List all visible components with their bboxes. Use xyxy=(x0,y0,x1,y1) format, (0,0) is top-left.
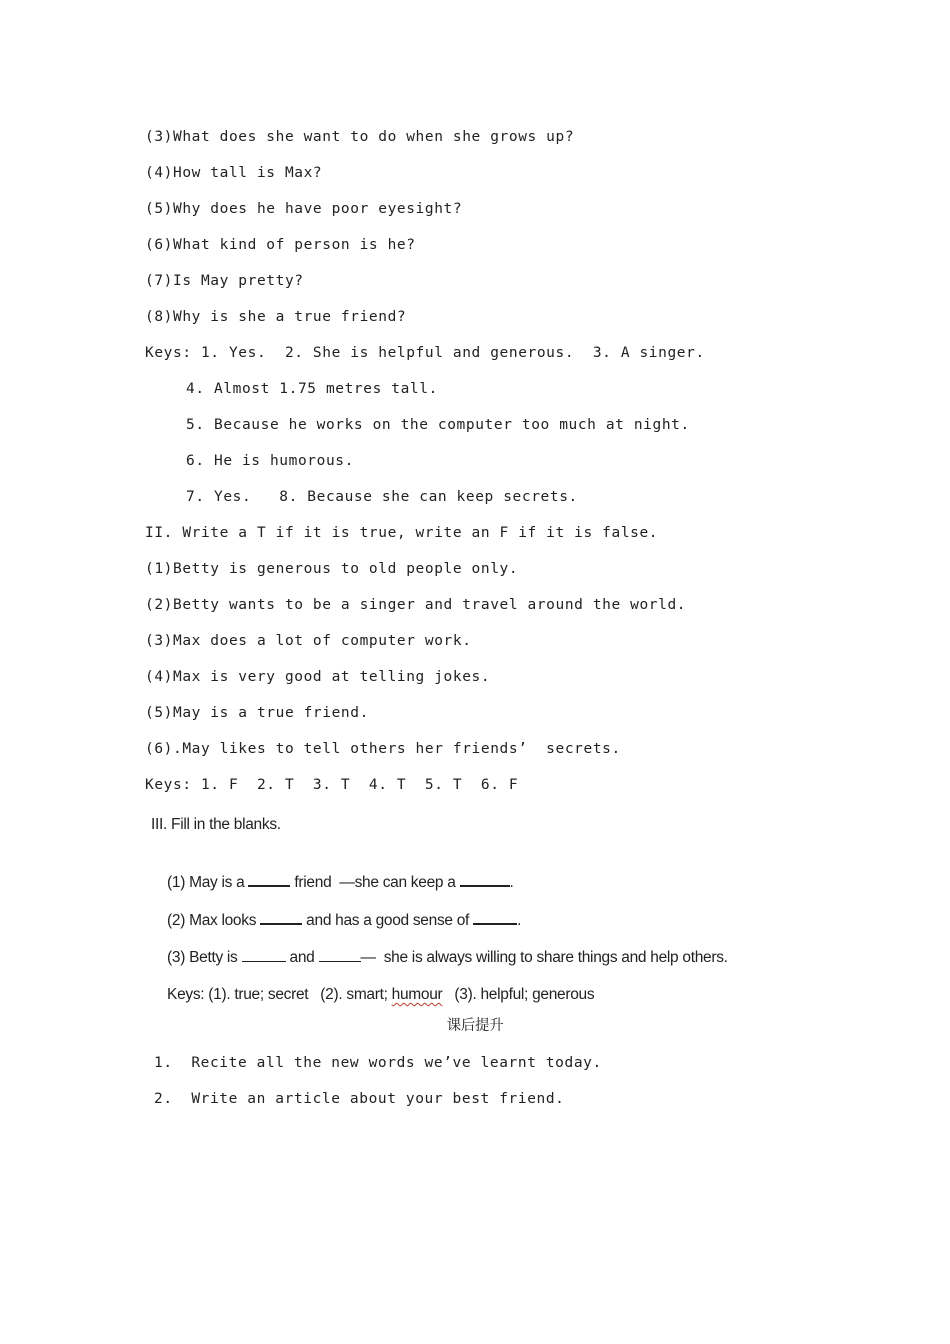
question-7: (7)Is May pretty? xyxy=(145,273,304,289)
fill-item-3-text-a: (3) Betty is xyxy=(167,949,242,966)
section-3-keys-humour: humour xyxy=(391,986,443,1003)
fill-item-2-text-b: and has a good sense of xyxy=(302,912,474,929)
question-4: (4)How tall is Max? xyxy=(145,165,323,181)
tf-item-4: (4)Max is very good at telling jokes. xyxy=(145,669,491,685)
tf-item-3: (3)Max does a lot of computer work. xyxy=(145,633,472,649)
question-3: (3)What does she want to do when she grows up? xyxy=(145,129,575,145)
question-5: (5)Why does he have poor eyesight? xyxy=(145,201,463,217)
keys-1-line-3: 5. Because he works on the computer too much at night. xyxy=(186,417,690,433)
blank-3a xyxy=(242,949,286,962)
homework-title: 课后提升 xyxy=(446,1018,504,1034)
keys-1-line-1: Keys: 1. Yes. 2. She is helpful and generous. 3. A singer. xyxy=(145,345,705,361)
fill-item-1-text-b: friend —she can keep a xyxy=(290,874,460,891)
homework-item-1: 1. Recite all the new words we’ve learnt today. xyxy=(154,1055,602,1071)
blank-3b xyxy=(319,949,361,962)
section-3-heading: III. Fill in the blanks. xyxy=(151,816,281,833)
fill-item-2-text-c: . xyxy=(517,912,522,929)
section-3-keys-text-c: (3). helpful; generous xyxy=(442,986,595,1003)
fill-item-1-text-a: (1) May is a xyxy=(167,874,249,891)
tf-item-1: (1)Betty is generous to old people only. xyxy=(145,561,519,577)
tf-item-5: (5)May is a true friend. xyxy=(145,705,369,721)
fill-item-1-text-c: . xyxy=(509,874,514,891)
section-2-keys: Keys: 1. F 2. T 3. T 4. T 5. T 6. F xyxy=(145,777,519,793)
blank-2a xyxy=(260,911,302,925)
blank-2b xyxy=(473,911,517,925)
keys-1-line-2: 4. Almost 1.75 metres tall. xyxy=(186,381,438,397)
fill-item-3-text-b: and xyxy=(285,949,319,966)
tf-item-2: (2)Betty wants to be a singer and travel around the world. xyxy=(145,597,687,613)
blank-1b xyxy=(460,873,510,887)
question-8: (8)Why is she a true friend? xyxy=(145,309,407,325)
tf-item-6: (6).May likes to tell others her friends’ secrets. xyxy=(145,741,621,757)
section-2-heading: II. Write a T if it is true, write an F if it is false. xyxy=(145,525,659,541)
keys-1-line-5: 7. Yes. 8. Because she can keep secrets. xyxy=(186,489,578,505)
fill-item-3-text-c: — she is always willing to share things and help others. xyxy=(360,949,728,966)
question-6: (6)What kind of person is he? xyxy=(145,237,416,253)
section-3-keys-text-a: Keys: (1). true; secret (2). smart; xyxy=(167,986,392,1003)
fill-item-2-text-a: (2) Max looks xyxy=(167,912,261,929)
keys-1-line-4: 6. He is humorous. xyxy=(186,453,354,469)
blank-1a xyxy=(248,873,290,887)
homework-item-2: 2. Write an article about your best friend. xyxy=(154,1091,565,1107)
